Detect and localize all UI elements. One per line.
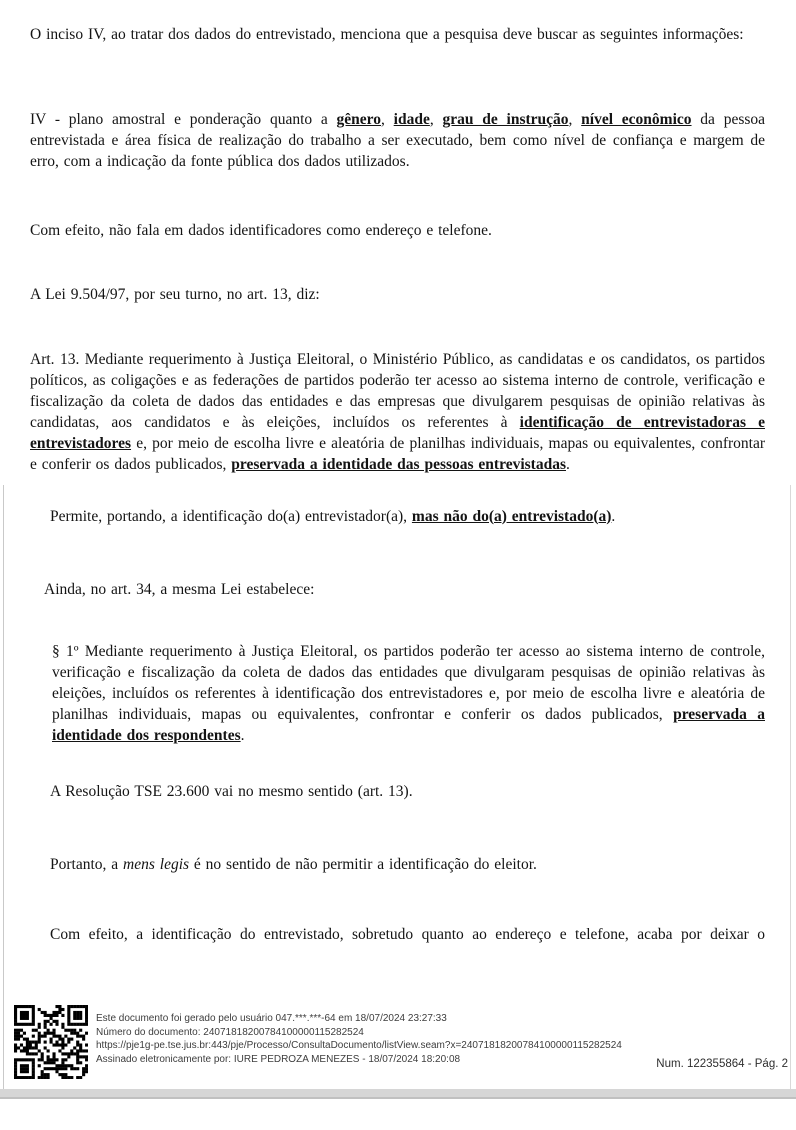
highlight-identidade-respondentes: preservada a identidade dos respondentes xyxy=(52,705,765,744)
highlight-idade: idade xyxy=(393,110,430,128)
page-number-label: Num. 122355864 - Pág. 2 xyxy=(656,1058,788,1070)
paragraph-text: e, por meio de escolha livre e aleatória de planilhas individuais, mapas ou equivalentes, confrontar e conferir os dados publicados, xyxy=(30,434,765,473)
footer-signed-by-line: Assinado eletronicamente por: IURE PEDROZA MENEZES - 18/07/2024 18:20:08 xyxy=(96,1053,461,1065)
page-right-border xyxy=(790,485,791,1090)
paragraph-intro xyxy=(30,24,765,45)
paragraph-art-13 xyxy=(30,349,765,475)
footer-generated-by-line: Este documento foi gerado pelo usuário 047.***.***-64 em 18/07/2024 23:27:33 xyxy=(96,1013,447,1024)
paragraph-ainda-art-34 xyxy=(30,579,765,600)
paragraph-text: é no sentido de não permitir a identificação do eleitor. xyxy=(189,855,537,873)
paragraph-text: Art. 13. Mediante requerimento à Justiça Eleitoral, o Ministério Público, as candidatas e os candidatos, os partidos políticos, as coligações e as federações de partidos poderão ter acesso ao sistema interno de controle, verificação e fiscalização da coleta de dados das entidades e das empresas que divulgarem pesquisas de opinião relativas às candidatas, aos candidatos e às eleições, incluídos os referentes à xyxy=(30,350,765,431)
paragraph-inciso-iv xyxy=(30,109,765,172)
highlight-mas-nao-entrevistado: mas não do(a) entrevistado(a) xyxy=(411,507,612,525)
paragraph-text: IV - plano amostral e ponderação quanto a xyxy=(30,110,337,128)
paragraph-com-efeito-identificacao xyxy=(30,924,765,945)
page-bottom-edge xyxy=(0,1089,796,1099)
highlight-identidade-pessoas: preservada a identidade das pessoas entrevistadas xyxy=(231,455,566,473)
qr-code-icon xyxy=(14,1005,88,1079)
paragraph-text: da pessoa entrevistada e área física de realização do trabalho a ser executado, bem como nível de confiança e margem de erro, com a indicação da fonte pública dos dados utilizados. xyxy=(30,110,766,170)
paragraph-text: . xyxy=(565,455,570,473)
document-footer xyxy=(96,1012,656,1066)
paragraph-text: Ainda, no art. 34, a mesma Lei estabelece: xyxy=(44,580,315,598)
footer-document-number-line: Número do documento: 24071818200784100000115282524 xyxy=(96,1026,364,1038)
paragraph-text: A Resolução TSE 23.600 vai no mesmo sentido (art. 13). xyxy=(50,782,413,800)
paragraph-text: . xyxy=(240,726,245,744)
paragraph-portanto xyxy=(30,854,765,875)
paragraph-text: A Lei 9.504/97, por seu turno, no art. 13, diz: xyxy=(30,285,320,303)
paragraph-text: O inciso IV, ao tratar dos dados do entrevistado, menciona que a pesquisa deve buscar as seguintes informações: xyxy=(30,25,744,43)
paragraph-paragrafo-1 xyxy=(52,641,765,746)
paragraph-permite xyxy=(30,506,765,527)
paragraph-resolucao-tse xyxy=(30,781,765,802)
paragraph-text: Com efeito, não fala em dados identificadores como endereço e telefone. xyxy=(30,221,492,239)
highlight-nivel-economico: nível econômico xyxy=(581,110,692,128)
paragraph-text: Com efeito, a identificação do entrevistado, sobretudo quanto ao endereço e telefone, acaba por deixar o xyxy=(50,925,765,943)
highlight-identificacao-entrevistadores: identificação de entrevistadoras e entrevistadores xyxy=(30,413,765,452)
page-left-border xyxy=(3,485,4,1090)
paragraph-text: , xyxy=(568,110,582,128)
highlight-genero: gênero xyxy=(336,110,382,128)
paragraph-text: . xyxy=(611,507,616,525)
paragraph-text: § 1º Mediante requerimento à Justiça Eleitoral, os partidos poderão ter acesso ao sistema interno de controle, verificação e fiscalização da coleta de dados das entidades que divulgaram pesquisas de opinião relativas às eleições, incluídos os referentes à identificação dos entrevistadores e, por meio de escolha livre e aleatória de planilhas individuais, mapas ou equivalentes, confrontar e conferir os dados publicados, xyxy=(52,642,765,723)
paragraph-com-efeito xyxy=(30,220,765,241)
paragraph-lei-9504 xyxy=(30,284,765,305)
paragraph-text: , xyxy=(429,110,443,128)
latin-term-mens-legis: mens legis xyxy=(123,855,190,873)
paragraph-text: Permite, portando, a identificação do(a) entrevistador(a), xyxy=(50,507,412,525)
footer-validation-url-line: https://pje1g-pe.tse.jus.br:443/pje/Processo/ConsultaDocumento/listView.seam?x=24071818200784100000115282524 xyxy=(96,1040,622,1052)
highlight-grau-instrucao: grau de instrução xyxy=(442,110,569,128)
paragraph-text: Portanto, a xyxy=(50,855,124,873)
paragraph-text: , xyxy=(381,110,394,128)
